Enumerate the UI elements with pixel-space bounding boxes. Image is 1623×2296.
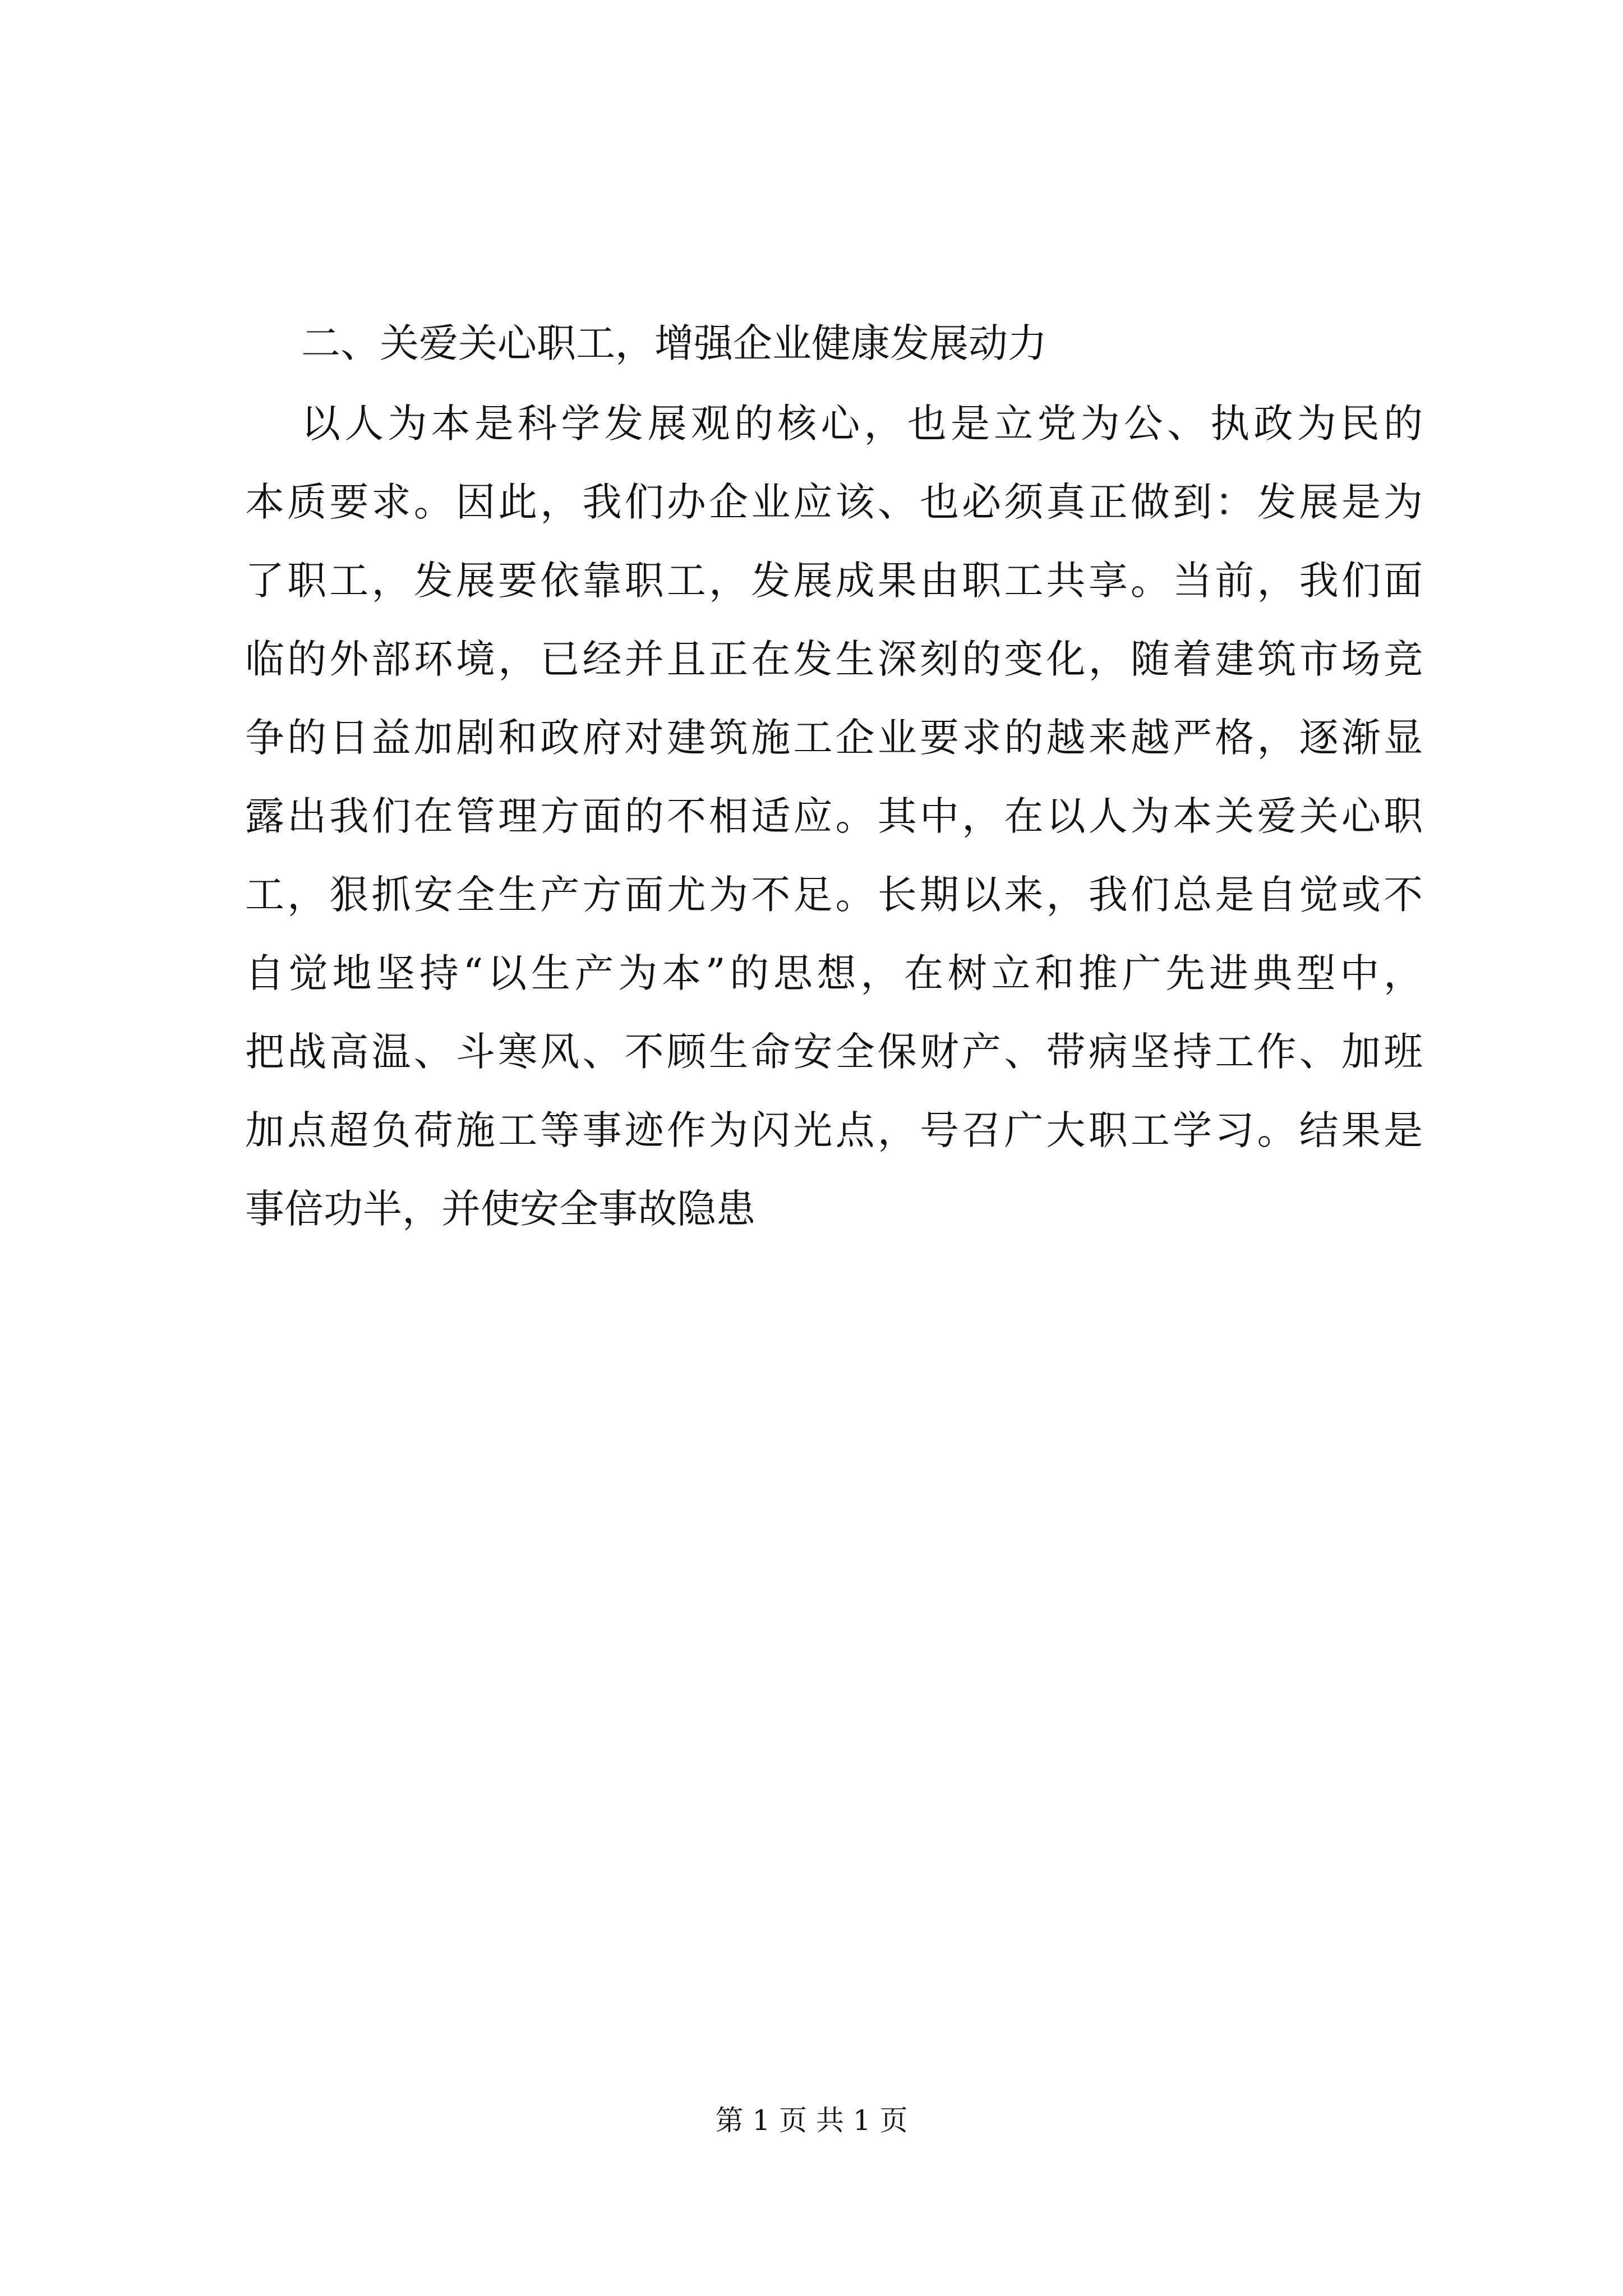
- body-line: 自觉地坚持“以生产为本”的思想，在树立和推广先进典型中，: [245, 950, 1423, 996]
- body-line: 临的外部环境，已经并且正在发生深刻的变化，随着建筑市场竞: [245, 636, 1423, 682]
- body-line: 把战高温、斗寒风、不顾生命安全保财产、带病坚持工作、加班: [245, 1029, 1423, 1075]
- section-body: [245, 384, 1423, 1248]
- document-content: [245, 303, 1423, 1248]
- body-line: 工，狠抓安全生产方面尤为不足。长期以来，我们总是自觉或不: [245, 872, 1423, 918]
- body-line: 露出我们在管理方面的不相适应。其中，在以人为本关爱关心职: [245, 793, 1423, 839]
- body-line: 以人为本是科学发展观的核心，也是立党为公、执政为民的: [301, 401, 1423, 447]
- body-line: 争的日益加剧和政府对建筑施工企业要求的越来越严格，逐渐显: [245, 715, 1423, 761]
- body-line: 了职工，发展要依靠职工，发展成果由职工共享。当前，我们面: [245, 558, 1423, 604]
- page-footer: 第 1 页 共 1 页: [715, 2104, 908, 2137]
- body-line: 加点超负荷施工等事迹作为闪光点，号召广大职工学习。结果是: [245, 1107, 1423, 1153]
- body-line: 事倍功半，并使安全事故隐患: [245, 1186, 755, 1232]
- section-heading: 二、关爱关心职工，增强企业健康发展动力: [301, 320, 1047, 366]
- body-line: 本质要求。因此，我们办企业应该、也必须真正做到：发展是为: [245, 479, 1423, 525]
